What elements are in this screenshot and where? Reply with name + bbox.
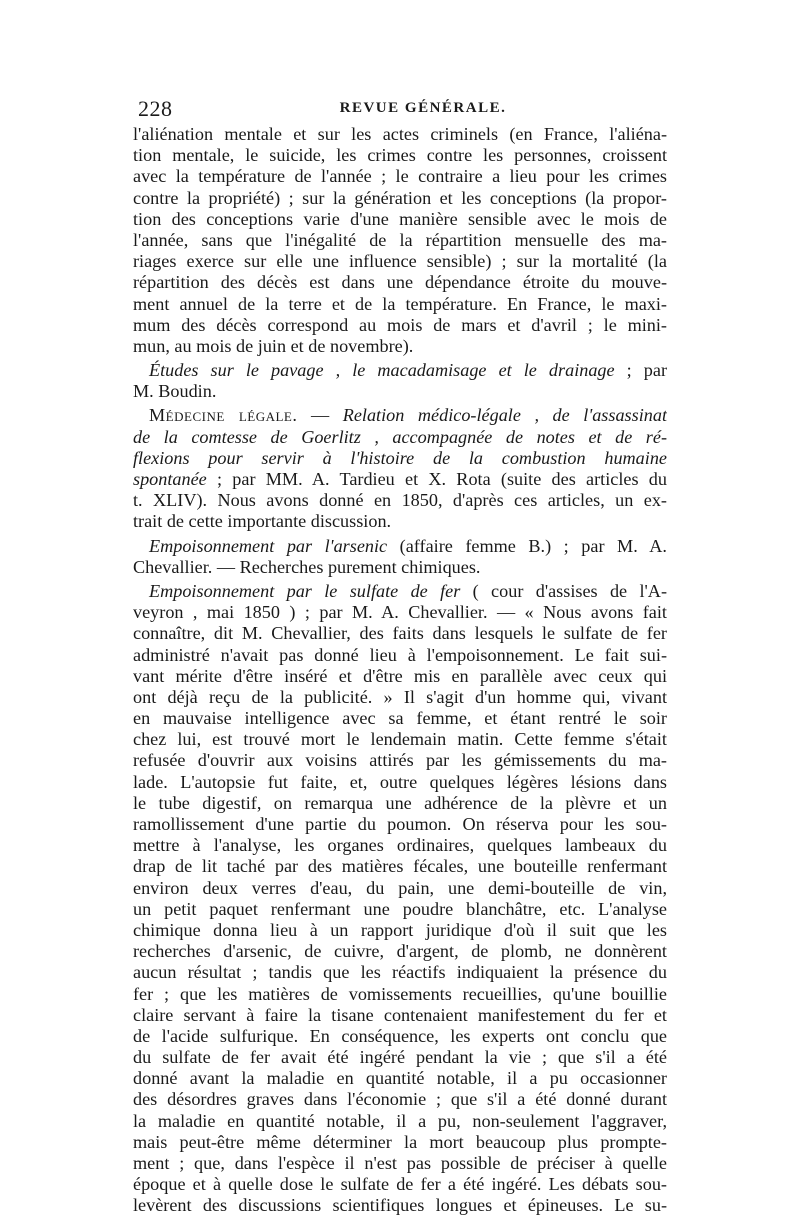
text-segment: vant mérite d'être inséré et d'être mis en parallèle avec ceux qui (133, 665, 667, 686)
text-line (133, 1195, 667, 1216)
text-line (133, 729, 667, 750)
text-segment: ( cour d'assises de l'A- (460, 580, 667, 601)
text-line (133, 469, 667, 490)
text-segment: claire servant à faire la tisane contenaient manifestement du fer et (133, 1004, 667, 1025)
italic-text: de la comtesse de Goerlitz , accompagnée de notes et de ré- (133, 426, 667, 447)
text-segment: mum des décès correspond au mois de mars et d'avril ; le mini- (133, 314, 667, 335)
text-segment: ; par MM. A. Tardieu et X. Rota (suite des articles du (206, 469, 667, 489)
text-line (133, 941, 667, 962)
text-line (133, 835, 667, 856)
text-segment: tion des conceptions varie d'une manière sensible avec le mois de (133, 208, 667, 229)
text-line (133, 209, 667, 230)
text-segment: administré n'avait pas donné lieu à l'empoisonnement. Le fait sui- (133, 644, 667, 665)
text-segment: M. Boudin. (133, 381, 217, 402)
text-line (133, 1132, 667, 1153)
page-header (138, 96, 668, 126)
text-line (133, 511, 667, 532)
text-line (133, 666, 667, 687)
text-line (133, 1068, 667, 1089)
text-line (133, 878, 667, 899)
text-segment: riages exerce sur elle une influence sensible) ; sur la mortalité (la (133, 251, 667, 272)
text-line (133, 899, 667, 920)
text-line (133, 145, 667, 166)
paragraph (133, 581, 667, 1217)
text-line (133, 1089, 667, 1110)
text-segment: en mauvaise intelligence avec sa femme, et étant rentré le soir (133, 708, 667, 729)
text-line (133, 336, 667, 357)
running-head: REVUE GÉNÉRALE. (339, 100, 507, 116)
text-segment: mais peut-être même déterminer la mort beaucoup plus prompte- (133, 1131, 667, 1152)
section-heading: Médecine légale. (149, 405, 298, 426)
text-line (133, 602, 667, 623)
text-line (133, 1174, 667, 1195)
text-segment: le tube digestif, on remarqua une adhérence de la plèvre et un (133, 792, 667, 813)
italic-text: flexions pour servir à l'histoire de la combustion humaine (133, 447, 667, 468)
text-line (133, 315, 667, 336)
text-segment: l'aliénation mentale et sur les actes criminels (en France, l'aliéna- (133, 124, 667, 144)
text-segment: chimique donna lieu à un rapport juridique d'où il suit que les (133, 919, 667, 940)
text-segment: un petit paquet renfermant une poudre blanchâtre, etc. L'analyse (133, 898, 667, 919)
text-segment: du sulfate de fer avait été ingéré pendant la vie ; que s'il a été (133, 1047, 667, 1068)
text-segment: de l'acide sulfurique. En conséquence, les experts ont conclu que (133, 1025, 667, 1046)
text-line (133, 188, 667, 209)
text-line (133, 381, 667, 402)
paragraph (133, 536, 667, 578)
article-body (133, 124, 667, 1217)
text-line (133, 1047, 667, 1068)
italic-text: Empoisonnement par le sulfate de fer (149, 580, 461, 601)
text-segment: ment annuel de la terre et de la température. En France, le maxi- (133, 293, 667, 314)
text-segment: ment ; que, dans l'espèce il n'est pas possible de préciser à quelle (133, 1153, 667, 1173)
text-line (133, 793, 667, 814)
italic-text: Relation médico-légale , de l'assassinat (342, 405, 667, 426)
text-line (133, 920, 667, 941)
text-segment: connaître, dit M. Chevallier, des faits dans lesquels le sulfate de fer (133, 623, 667, 644)
text-line (133, 536, 667, 557)
text-segment: ; par (614, 360, 667, 381)
text-line (133, 360, 667, 381)
text-segment: avec la température de l'année ; le contraire a lieu pour les crimes (133, 166, 667, 187)
text-line (133, 230, 667, 251)
text-line (133, 962, 667, 983)
text-segment: époque et à quelle dose le sulfate de fer a été ingéré. Les débats sou- (133, 1174, 667, 1195)
text-segment: fer ; que les matières de vomissements recueillies, qu'une bouillie (133, 983, 667, 1004)
text-line (133, 1153, 667, 1174)
text-line (133, 984, 667, 1005)
page-number: 228 (138, 96, 173, 121)
text-segment: environ deux verres d'eau, du pain, une demi-bouteille de vin, (133, 877, 667, 898)
text-line (133, 405, 667, 426)
italic-text: Études sur le pavage , le macadamisage et le drainage (149, 360, 615, 381)
text-segment: drap de lit taché par des matières fécales, une bouteille renfermant (133, 856, 667, 877)
text-segment: contre la propriété) ; sur la génération et les conceptions (la propor- (133, 187, 667, 208)
text-line (133, 1005, 667, 1026)
text-line (133, 1111, 667, 1132)
text-segment: veyron , mai 1850 ) ; par M. A. Chevallier. — « Nous avons fait (133, 602, 667, 623)
text-segment: aucun résultat ; tandis que les réactifs indiquaient la présence du (133, 962, 667, 983)
paragraph (133, 124, 667, 357)
text-segment: répartition des décès est dans une dépendance étroite du mouve- (133, 272, 667, 293)
text-segment: mettre à l'analyse, les organes ordinaires, quelques lambeaux du (133, 835, 667, 856)
text-segment: chez lui, est trouvé mort le lendemain matin. Cette femme s'était (133, 729, 667, 750)
text-line (133, 708, 667, 729)
text-segment: t. XLIV). Nous avons donné en 1850, d'après ces articles, un ex- (133, 490, 667, 511)
text-line (133, 645, 667, 666)
text-segment: (affaire femme B.) ; par M. A. (387, 535, 667, 556)
text-segment: des désordres graves dans l'économie ; que s'il a été donné durant (133, 1089, 667, 1110)
text-segment: refusée d'ouvrir aux voisins attirés par les gémissements du ma- (133, 750, 667, 771)
text-segment: trait de cette importante discussion. (133, 511, 392, 532)
text-line (133, 427, 667, 448)
text-line (133, 581, 667, 602)
italic-text: spontanée (133, 469, 207, 489)
italic-text: Empoisonnement par l'arsenic (149, 535, 388, 556)
text-segment: levèrent des discussions scientifiques longues et épineuses. Le su- (133, 1195, 667, 1216)
text-line (133, 166, 667, 187)
text-line (133, 448, 667, 469)
text-segment: ont déjà reçu de la publicité. » Il s'agit d'un homme qui, vivant (133, 686, 667, 707)
text-segment: l'année, sans que l'inégalité de la répartition mensuelle des ma- (133, 229, 667, 250)
text-line (133, 272, 667, 293)
text-line (133, 687, 667, 708)
text-line (133, 557, 667, 578)
text-line (133, 490, 667, 511)
text-line (133, 750, 667, 771)
text-segment: ramollissement d'une partie du poumon. On réserva pour les sou- (133, 814, 667, 834)
text-line (133, 251, 667, 272)
text-segment: la maladie en quantité notable, il a pu, non-seulement l'aggraver, (133, 1110, 667, 1131)
text-line (133, 623, 667, 644)
text-line (133, 124, 667, 145)
text-line (133, 294, 667, 315)
text-segment: donné avant la maladie en quantité notable, il a pu occasionner (133, 1068, 667, 1089)
text-segment: recherches d'arsenic, de cuivre, d'argent, de plomb, ne donnèrent (133, 941, 667, 962)
text-line (133, 856, 667, 877)
text-segment: Chevallier. — Recherches purement chimiques. (133, 556, 481, 577)
text-line (133, 814, 667, 835)
text-segment: tion mentale, le suicide, les crimes contre les personnes, croissent (133, 145, 667, 166)
text-line (133, 1026, 667, 1047)
text-segment: — (297, 405, 343, 426)
text-line (133, 772, 667, 793)
text-segment: lade. L'autopsie fut faite, et, outre quelques légères lésions dans (133, 771, 667, 792)
text-segment: mun, au mois de juin et de novembre). (133, 335, 414, 356)
paragraph (133, 405, 667, 532)
paragraph (133, 360, 667, 402)
